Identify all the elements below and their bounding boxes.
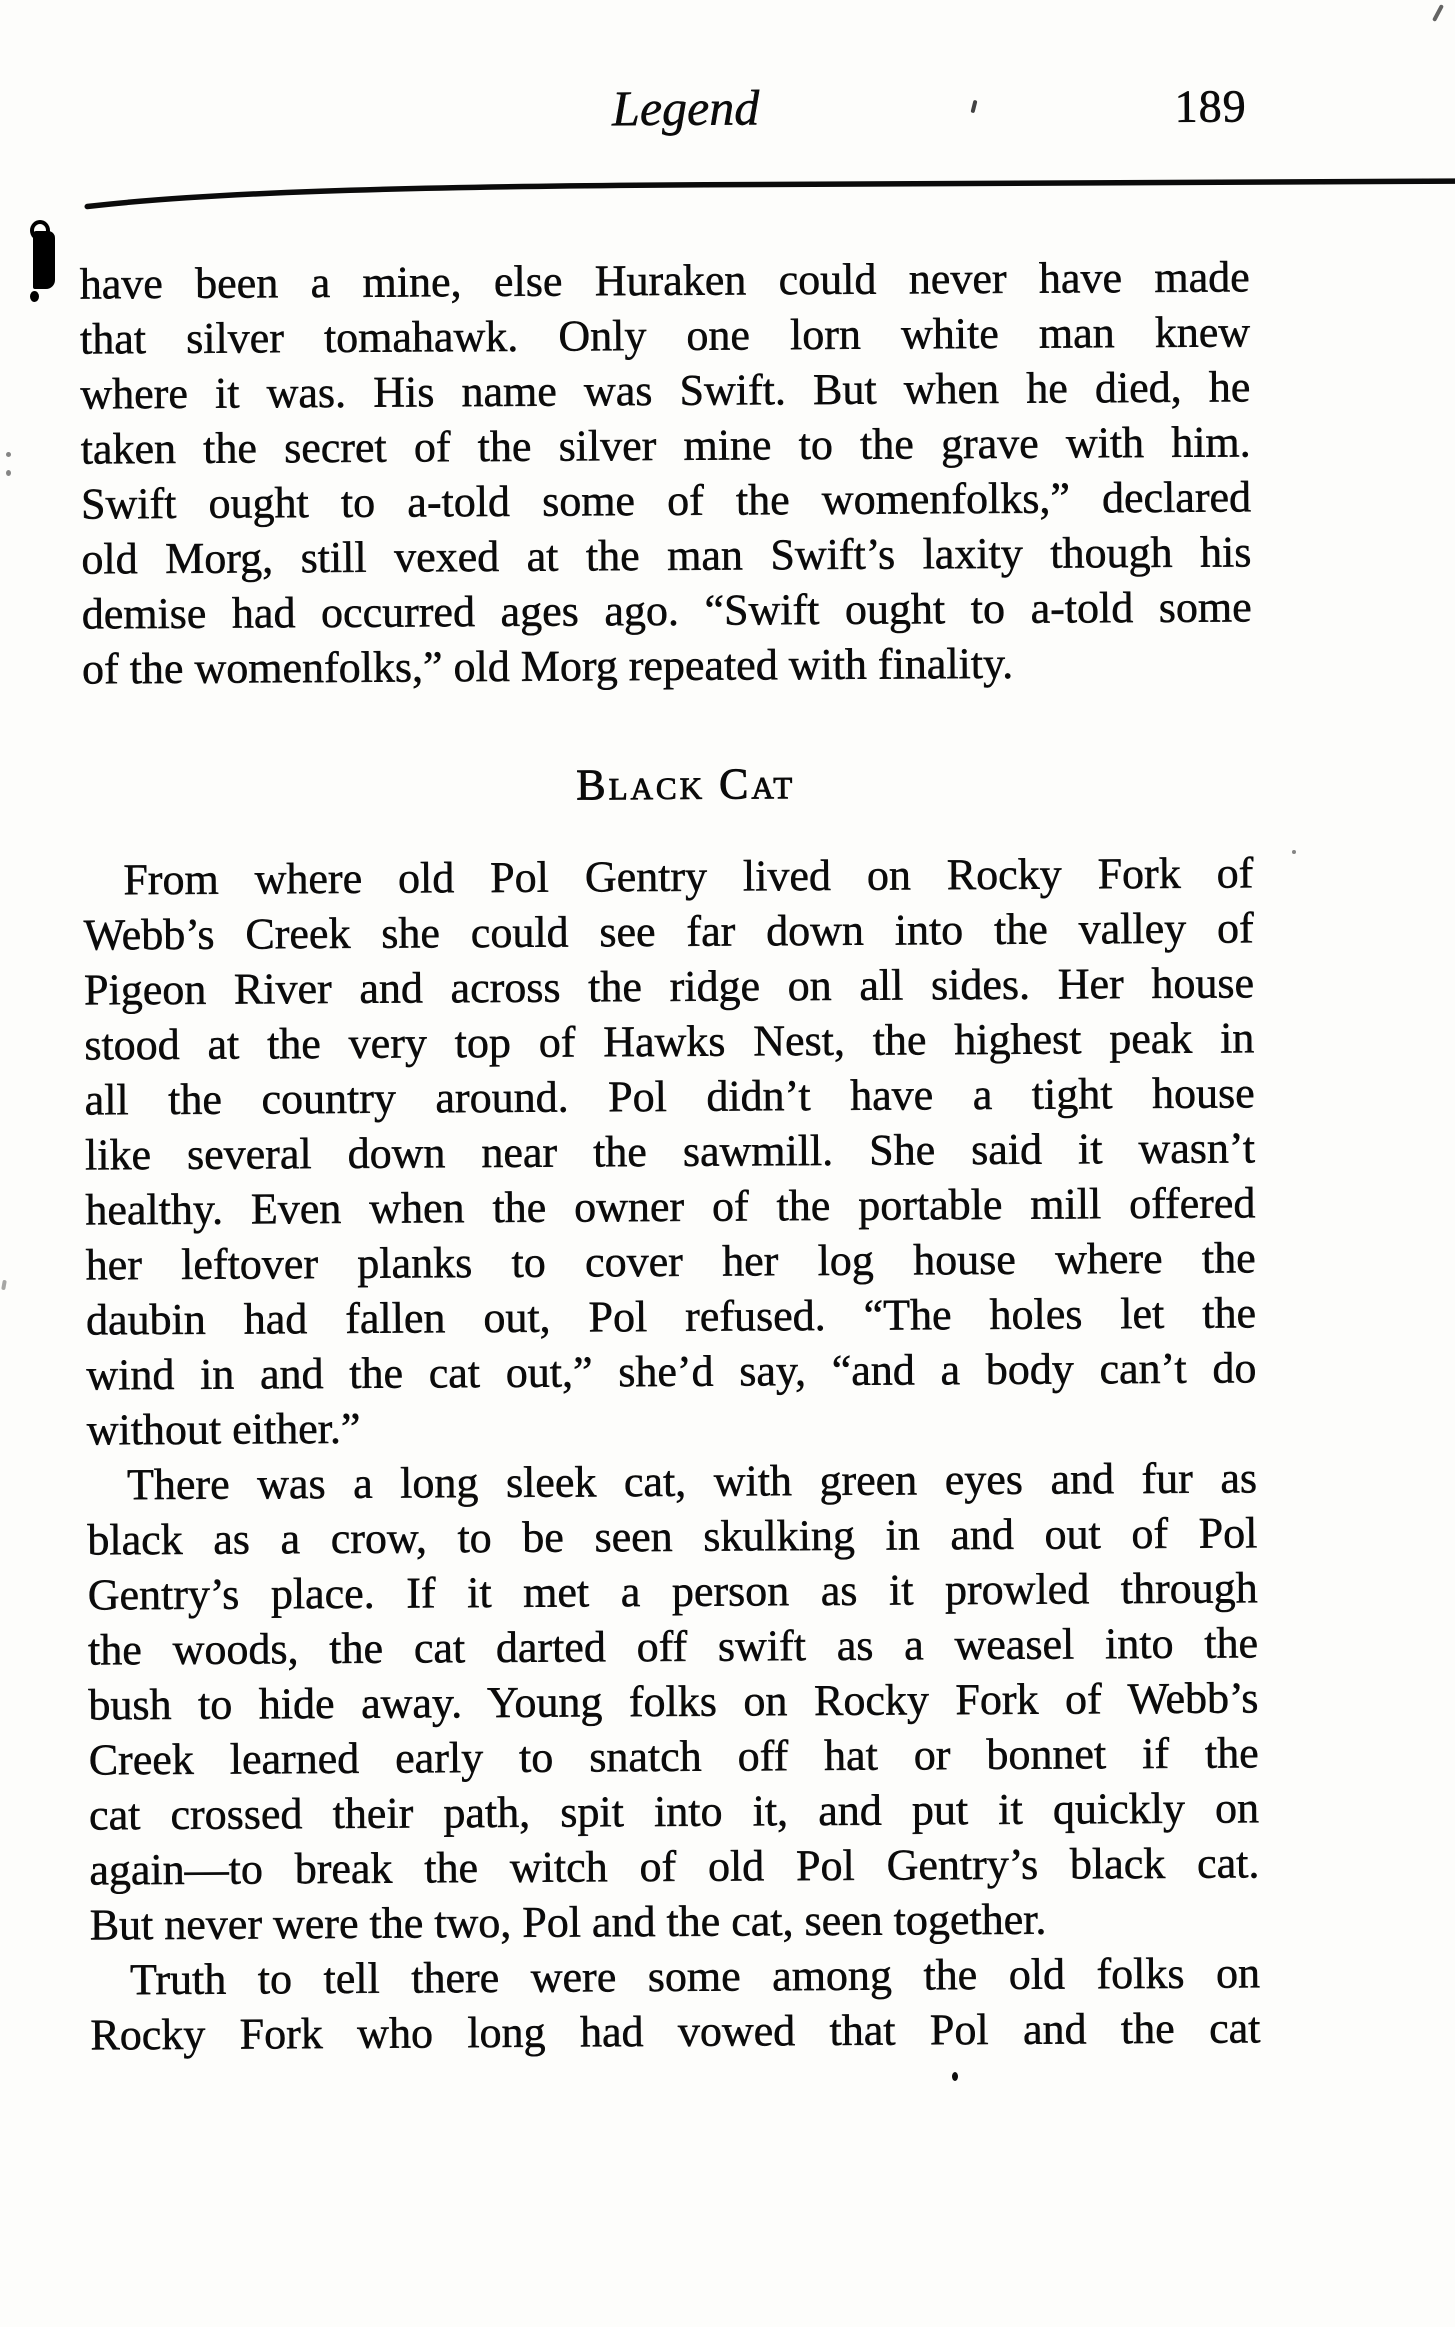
text-line: black as a crow, to be seen skulking in and out of Pol	[87, 1508, 1258, 1565]
text-line: But never were the two, Pol and the cat, seen together.	[89, 1894, 1047, 1950]
text-line: where it was. His name was Swift. But when he died, he	[80, 362, 1251, 419]
text-line: From where old Pol Gentry lived on Rocky Fork of	[123, 848, 1254, 905]
text-line: like several down near the sawmill. She said it wasn’t	[84, 1123, 1256, 1180]
ink-smudge-artifact	[28, 220, 58, 308]
text-line: cat crossed their path, spit into it, and put it quickly on	[88, 1783, 1260, 1840]
text-line: healthy. Even when the owner of the portable mill offered	[85, 1178, 1256, 1235]
running-header-title: Legend	[611, 79, 760, 137]
page-bottom-dot	[952, 2072, 958, 2081]
ink-smudge-bar	[33, 231, 55, 289]
body-text	[80, 249, 1261, 2062]
text-line: that silver tomahawk. Only one lorn white man knew	[79, 307, 1251, 364]
text-line: daubin had fallen out, Pol refused. “The holes let the	[85, 1288, 1257, 1345]
scan-speck	[6, 470, 11, 476]
text-line: bush to hide away. Young folks on Rocky Fork of Webb’s	[88, 1673, 1259, 1730]
scan-speck	[6, 452, 11, 457]
text-line: Rocky Fork who long had vowed that Pol and the cat	[90, 2003, 1261, 2060]
text-line: have been a mine, else Huraken could never have made	[79, 252, 1250, 309]
scan-speck	[1432, 4, 1444, 22]
text-line: of the womenfolks,” old Morg repeated with finality.	[81, 638, 1014, 694]
scan-speck	[1292, 850, 1296, 854]
ink-smudge-dot	[30, 291, 39, 302]
text-line: Gentry’s place. If it met a person as it prowled through	[87, 1563, 1258, 1620]
paragraph	[87, 1450, 1260, 1952]
text-line: her leftover planks to cover her log house where the	[85, 1233, 1256, 1290]
running-header	[78, 74, 1248, 141]
text-line: Truth to tell there were some among the old folks on	[129, 1948, 1261, 2005]
section-heading: Black Cat	[576, 759, 796, 810]
text-line: Swift ought to a-told some of the womenfolks,” declared	[80, 472, 1252, 529]
text-line: old Morg, still vexed at the man Swift’s laxity though his	[81, 527, 1252, 584]
text-line: Creek learned early to snatch off hat or bonnet if the	[88, 1728, 1259, 1785]
text-line: demise had occurred ages ago. “Swift ought to a-told some	[81, 582, 1252, 639]
text-line: again—to break the witch of old Pol Gentry’s black cat.	[89, 1838, 1260, 1895]
text-line: There was a long sleek cat, with green eyes and fur as	[126, 1453, 1258, 1510]
text-line: Webb’s Creek she could see far down into the valley of	[83, 903, 1254, 960]
text-line: stood at the very top of Hawks Nest, the highest peak in	[84, 1013, 1255, 1070]
paragraph	[90, 1945, 1261, 2062]
text-line: all the country around. Pol didn’t have a tight house	[84, 1068, 1255, 1125]
page-content	[78, 0, 1262, 2327]
paragraph	[83, 845, 1257, 1457]
header-rule	[85, 173, 1455, 213]
page-number: 189	[1174, 80, 1247, 132]
paragraph-continuation	[80, 249, 1253, 696]
text-line: the woods, the cat darted off swift as a weasel into the	[87, 1618, 1259, 1675]
text-line: wind in and the cat out,” she’d say, “and a body can’t do	[86, 1343, 1257, 1400]
text-line: without either.”	[86, 1403, 361, 1455]
scan-speck	[1, 1280, 7, 1291]
text-line: taken the secret of the silver mine to the grave with him.	[80, 417, 1251, 474]
text-line: Pigeon River and across the ridge on all sides. Her house	[83, 958, 1255, 1015]
